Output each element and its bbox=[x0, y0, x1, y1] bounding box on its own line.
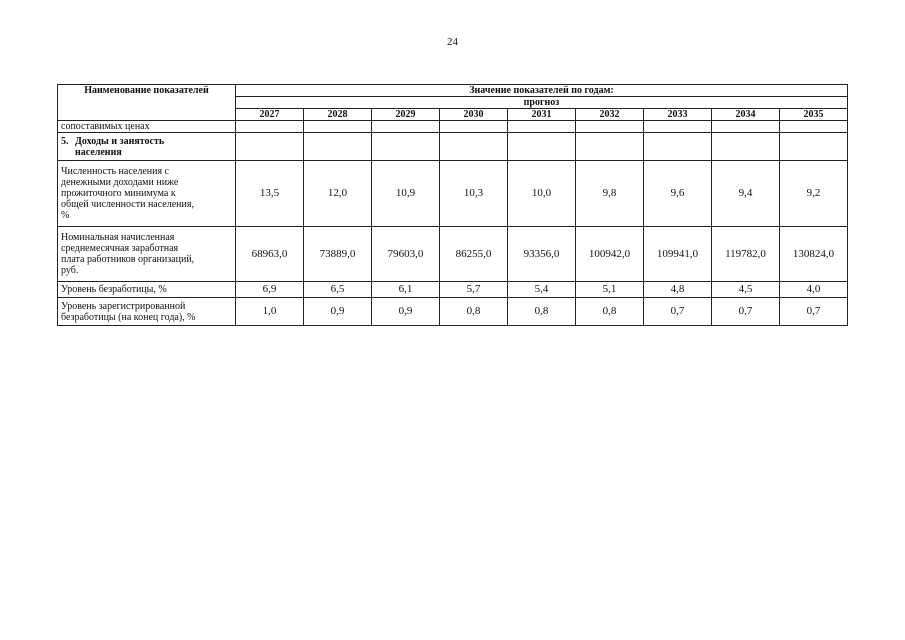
row-label bbox=[58, 298, 236, 326]
row-label-line: Численность населения с bbox=[61, 166, 169, 177]
year-header: 2027 bbox=[236, 109, 304, 121]
value-cell: 5,1 bbox=[576, 282, 644, 298]
column-header-indicator-name: Наименование показателей bbox=[58, 85, 236, 121]
row-label-line: среднемесячная заработная bbox=[61, 243, 179, 254]
value-cell: 6,5 bbox=[304, 282, 372, 298]
row-label-line: % bbox=[61, 210, 70, 221]
section-row bbox=[58, 133, 848, 161]
column-header-forecast: прогноз bbox=[236, 97, 848, 109]
continuation-row bbox=[58, 121, 848, 133]
table-row bbox=[58, 282, 848, 298]
value-cell: 13,5 bbox=[236, 161, 304, 227]
year-header: 2031 bbox=[508, 109, 576, 121]
row-label-line: денежными доходами ниже bbox=[61, 177, 179, 188]
year-header: 2030 bbox=[440, 109, 508, 121]
value-cell: 9,2 bbox=[780, 161, 848, 227]
value-cell: 0,7 bbox=[780, 298, 848, 326]
table-row bbox=[58, 298, 848, 326]
row-label-line: общей численности населения, bbox=[61, 199, 194, 210]
table-row bbox=[58, 161, 848, 227]
column-header-values-by-year: Значение показателей по годам: bbox=[236, 85, 848, 97]
year-header: 2033 bbox=[644, 109, 712, 121]
value-cell: 86255,0 bbox=[440, 227, 508, 282]
value-cell: 6,1 bbox=[372, 282, 440, 298]
value-cell: 4,5 bbox=[712, 282, 780, 298]
value-cell: 130824,0 bbox=[780, 227, 848, 282]
value-cell: 10,0 bbox=[508, 161, 576, 227]
value-cell: 10,9 bbox=[372, 161, 440, 227]
value-cell: 9,6 bbox=[644, 161, 712, 227]
row-label bbox=[58, 161, 236, 227]
value-cell: 1,0 bbox=[236, 298, 304, 326]
row-label bbox=[58, 227, 236, 282]
value-cell: 73889,0 bbox=[304, 227, 372, 282]
value-cell: 93356,0 bbox=[508, 227, 576, 282]
value-cell: 109941,0 bbox=[644, 227, 712, 282]
value-cell: 4,0 bbox=[780, 282, 848, 298]
value-cell: 68963,0 bbox=[236, 227, 304, 282]
row-label-line: Уровень зарегистрированной bbox=[61, 300, 186, 312]
year-header: 2035 bbox=[780, 109, 848, 121]
year-header: 2028 bbox=[304, 109, 372, 121]
value-cell: 0,9 bbox=[304, 298, 372, 326]
section-number: 5. bbox=[61, 135, 69, 147]
value-cell: 0,8 bbox=[576, 298, 644, 326]
value-cell: 5,4 bbox=[508, 282, 576, 298]
value-cell: 4,8 bbox=[644, 282, 712, 298]
row-label-line: прожиточного минимума к bbox=[61, 188, 176, 199]
value-cell: 5,7 bbox=[440, 282, 508, 298]
value-cell: 6,9 bbox=[236, 282, 304, 298]
value-cell: 10,3 bbox=[440, 161, 508, 227]
table-row bbox=[58, 227, 848, 282]
section-title bbox=[58, 133, 236, 161]
row-label bbox=[58, 282, 236, 298]
year-header: 2034 bbox=[712, 109, 780, 121]
section-title-line: Доходы и занятость bbox=[75, 135, 165, 147]
row-label-line: безработицы (на конец года), % bbox=[61, 311, 196, 323]
value-cell: 0,8 bbox=[440, 298, 508, 326]
year-header: 2032 bbox=[576, 109, 644, 121]
value-cell: 0,7 bbox=[644, 298, 712, 326]
value-cell: 0,9 bbox=[372, 298, 440, 326]
value-cell: 12,0 bbox=[304, 161, 372, 227]
value-cell: 9,4 bbox=[712, 161, 780, 227]
section-title-line: населения bbox=[75, 146, 122, 158]
value-cell: 119782,0 bbox=[712, 227, 780, 282]
value-cell: 0,7 bbox=[712, 298, 780, 326]
indicators-table bbox=[57, 84, 848, 326]
value-cell: 9,8 bbox=[576, 161, 644, 227]
row-label-line: руб. bbox=[61, 265, 79, 276]
row-label: сопоставимых ценах bbox=[58, 121, 236, 133]
value-cell: 79603,0 bbox=[372, 227, 440, 282]
page-number: 24 bbox=[447, 36, 458, 48]
year-header: 2029 bbox=[372, 109, 440, 121]
value-cell: 100942,0 bbox=[576, 227, 644, 282]
row-label-line: Номинальная начисленная bbox=[61, 232, 175, 243]
row-label-line: плата работников организаций, bbox=[61, 254, 195, 265]
value-cell: 0,8 bbox=[508, 298, 576, 326]
row-label-line: Уровень безработицы, % bbox=[61, 284, 167, 295]
